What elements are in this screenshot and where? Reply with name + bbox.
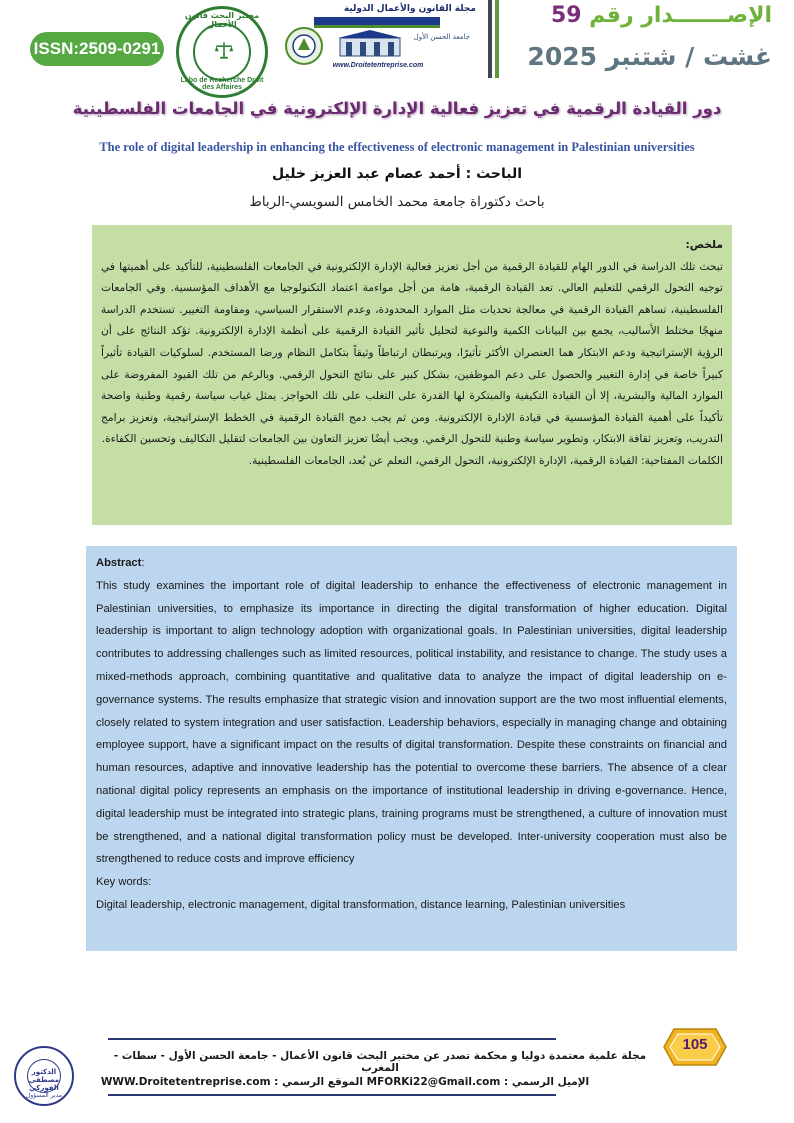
scales-of-justice-icon [215,39,233,61]
lab-logo-inner-ring [193,23,251,81]
issue-date: غشت / شتنبر 2025 [527,42,772,71]
footer-contact: الإميل الرسمي : MFORKi22@Gmail.com الموقع الرسمي : WWW.Droitetentreprise.com [100,1076,590,1088]
english-keywords: Digital leadership, electronic management, digital transformation, distance learning, Palestinian universities [96,898,626,911]
lab-logo-ring-top: مختبر البحث قانون الأعمال [184,11,260,29]
university-building-icon [330,30,410,60]
issue-label: الإصـــــــدار رقم [589,3,772,28]
author-name: الباحث : أحمد عصام عبد العزيز خليل [271,166,523,182]
journal-emblem-icon [280,22,328,66]
journal-bar [314,17,440,25]
director-seal [14,1046,74,1106]
article-title-arabic: دور القيادة الرقمية في تعزيز فعالية الإدارة الإلكترونية في الجامعات الفلسطينية [72,99,722,118]
arabic-keywords: الكلمات المفتاحية: القيادة الرقمية، الإدارة الإلكترونية، التحول الرقمي، التعلم عن بُعد، الجامعات الفلسطينية. [248,453,723,467]
arabic-abstract-body: تبحث تلك الدراسة في الدور الهام للقيادة الرقمية من أجل تعزيز فعالية الإدارة الإلكترونية في الجامعات الفلسطينية، للتأكيد على أهميتها في توجيه التحول الرقمي للتعليم العالي. تعد القيادة الرقمية، هامة من أجل مواءمة اعتماد التكنولوجيا مع الأهداف المؤسسية. وفي الجامعات الفلسطينية، تساهم القيادة الرقمية في معالجة تحديات مثل الموارد المحدودة، وعدم الاستقرار السياسي، ومقاومة التغيير. تستخدم الدراسة منهجًا مختلط الأساليب، يجمع بين البيانات الكمية والنوعية لتحليل تأثير القيادة الرقمية على أنظمة الإدارة الإلكترونية. تؤكد النتائج على أن الرؤية الإستراتيجية ودعم الابتكار هما العنصران الأكثر تأثيرًا، ويرتبطان ارتباطاً وثيقاً بتكامل النظام ورضا المستخدم. لسلوكيات القيادة تأثيراً كبيراً خاصة في إدارة التغيير والحصول على دعم الموظفين، بشكل كبير على نتائج التحول الرقمي. وبالرغم من تلك القيود المفروضة على الموارد المالية والبشرية، إلا أن القيادة التكيفية والمبتكرة لها القدرة على التغلب على تلك الحواجز. يمثل غياب سياسة رقمية وطنية واضحة تأكيداً على أهمية القيادة المؤسسية في قيادة الإدارة الإلكترونية. ومن ثم يجب دمج القيادة الرقمية في الخطط الإستراتيجية، وتعزيز برامج التدريب، وتعزيز ثقافة الابتكار، وتطوير سياسة وطنية للتحول الرقمي. ويجب أيضًا تعزيز التعاون بين الجامعات لتقليل التكاليف وتحسين الكفاءة. [101,259,723,446]
journal-university: جامعة الحسن الأول [413,33,470,41]
issue-heading [492,3,772,28]
arabic-abstract-label: ملخص: [685,238,723,251]
director-seal-role: مدير المسؤول [26,1092,62,1099]
english-keywords-label: Key words: [96,876,152,889]
journal-title: مجلة القانون والأعمال الدولية [343,4,476,14]
english-abstract-label: Abstract [96,557,142,569]
journal-banner [280,4,476,78]
footer-journal-description: مجلة علمية معتمدة دوليا و محكمة تصدر عن مختبر البحث قانون الأعمال - جامعة الحسن الأول - سطات - المغرب [113,1050,647,1074]
issue-number: 59 [550,3,582,28]
english-abstract-box [86,546,737,951]
lab-logo [176,6,268,98]
footer-rule-top [108,1038,556,1040]
issn-badge: ISSN:2509-0291 [30,32,164,66]
article-title-english: The role of digital leadership in enhancing the effectiveness of electronic management in Palestinian universities [99,140,695,154]
journal-url: www.Droitetentreprise.com [332,62,424,69]
journal-bar-accent [314,25,440,28]
arabic-abstract-box [92,225,732,525]
english-abstract-colon: : [141,557,145,569]
lab-logo-ring-bottom: Labo de Recherche Droit des Affaires [180,77,264,91]
page-number: 105 [682,1036,708,1053]
footer-rule-bottom [108,1094,556,1096]
english-abstract-body: This study examines the important role of digital leadership to enhance the effectiveness of electronic management in Palestinian universities, to emphasize its importance in directing the digital transformation of higher education. Digital leadership is important to align technology adoption with organizational goals. In Palestinian universities, digital leadership contributes to addressing challenges such as limited resources, political instability, and resistance to change. The study uses a mixed-methods approach, combining quantitative and qualitative data to analyze the impact of digital leadership on e-governance systems. The results emphasize that strategic vision and innovation support are the two most influential elements, closely related to system integration and user satisfaction. Leadership behaviors, especially in managing change and obtaining employee support, have a significant impact on the results of digital transformation. Despite these constraints on financial and human resources, adaptive and innovative leadership has the potential to overcome these barriers. The absence of a clear national digital policy represents an emphasis on the importance of institutional leadership in driving e-governance. Hence, digital leadership must be integrated into strategic plans, training programs must be strengthened, a culture of innovation must be strengthened, and a national digital transformation policy must be developed. Inter-university cooperation must also be strengthened to reduce costs and improve efficiency [96,579,727,866]
director-seal-name: الدكتور مصطفى الفوركي [28,1068,60,1092]
author-affiliation: باحث دكتوراة جامعة محمد الخامس السويسي-الرباط [249,194,545,210]
